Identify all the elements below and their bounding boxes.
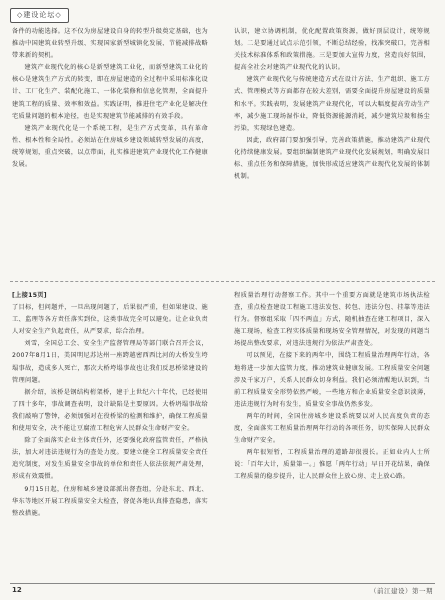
- paragraph: 据介绍，该桥是钢结构桁架桥，建于上世纪六十年代，已经使用了四十多年，事故调查表明，设计缺陷是主要原因。大桥坍塌事故给我们敲响了警钟，必须加强对在役桥梁的检测和维护，确保工程质量和使用安全，决不能让豆腐渣工程危害人民群众生命财产安全。: [12, 388, 208, 433]
- paragraph: 两年的时间，全国住房城乡建设系统要以对人民高度负责的态度，全面落实工程质量治理两年行动的各项任务，切实保障人民群众生命财产安全。: [234, 412, 430, 445]
- paragraph: 建筑产业现代化是一个系统工程，是生产方式变革，具有革命性、根本性和全局性。必须站在住房城乡建设领域转型发展的高度，统筹规划，重点突破，以点带面，扎实推进建筑产业现代化工作健康发展。: [12, 124, 208, 169]
- paragraph: 程质量治理行动督察工作。其中一个重要方面就是建筑市场执法检查，重点检查建设工程施工违法发包、转包、违法分包、挂靠等违法行为。督察组采取「四不两直」方式，随机抽查在建工程项目，深入施工现场，检查工程实体质量和现场安全管理情况，对发现的问题当场提出整改要求，对违法违规行为依法严肃查处。: [234, 292, 430, 348]
- paragraph: 建筑产业现代化的核心是新型建筑工业化，而新型建筑工业化的核心是建筑生产方式的转变，即在房屋建造的全过程中采用标准化设计、工厂化生产、装配化施工、一体化装修和信息化管理，全面提升建筑工程的质量、效率和效益。实践证明，推进住宅产业化是解决住宅质量问题的根本途径，也是实现建筑节能减排的有效手段。: [12, 64, 208, 120]
- paragraph: 了目标，但问题并，一旦出现问题了，后果很严重，但如果建设、施工、监理等各方责任落实到位，这类事故完全可以避免。让企业负责人对安全生产负起责任，从严要求，综合治理。: [12, 304, 208, 336]
- top-left-column: [12, 26, 208, 270]
- paragraph: 9月15日起，住房和城乡建设部派出督查组，分赴东北、西北、华东等地区开展工程质量安全大检查，督促各地认真排查隐患，落实整改措施。: [12, 485, 208, 517]
- paragraph: 除了全面落实企业主体责任外，还要强化政府监管责任，严格执法，加大对违法违规行为的查处力度。要建立健全工程质量安全责任追究制度，对发生质量安全事故的单位和责任人依法依规严肃处理，形成有效震慑。: [12, 437, 208, 481]
- paragraph: 两年很短暂，工程质量治理的道路却很漫长。正如业内人士所说：「百年大计，质量第一。」惟愿「两年行动」早日开花结果，确保工程质量的稳步提升，让人民群众住上放心房、走上放心路。: [234, 449, 430, 481]
- paragraph: 认识，建立协调机制，优化配置政策资源，做好顶层设计，统筹规划。二是要通过试点示范引领，不断总结经验，找准突破口，完善相关技术标准体系和政策措施。三是要加大宣传力度，营造良好氛围，提高全社会对建筑产业现代化的认识。: [234, 28, 430, 72]
- top-right-column: [234, 26, 430, 270]
- paragraph: 建筑产业现代化与传统建造方式在设计方法、生产组织、施工方式、管理模式等方面都存在较大差别，需要全面提升房屋建设的质量和水平。实践表明，发展建筑产业现代化，可以大幅度提高劳动生产率，减少施工现场湿作业，降低资源能源消耗，减少建筑垃圾和扬尘污染，实现绿色建造。: [234, 76, 430, 132]
- paragraph: 备件的功能选择。这不仅为房屋建设自身的转型升级奠定基础，也为推动中国建筑业转型升级、实现国家新型城镇化发展、节能减排战略带来新的契机。: [12, 28, 208, 60]
- paragraph: 可以预见，在接下来的两年中，围绕工程质量治理两年行动，各地将进一步加大监管力度，推动建筑业健康发展。工程质量安全问题涉及千家万户，关系人民群众切身利益。我们必须清醒地认识到，当前工程质量安全形势依然严峻，一些地方和企业质量安全意识淡薄，违法违规行为时有发生，质量安全事故仍然多发。: [234, 352, 430, 408]
- journal-issue: （前江建设）第一期: [370, 587, 433, 595]
- page-number: 12: [12, 586, 22, 594]
- section-tag: ◇建设论坛◇: [10, 8, 69, 23]
- bottom-right-column: [234, 290, 430, 580]
- section-divider: [10, 281, 435, 282]
- paragraph: 刘雪，全国总工会、安全生产监督管理局等部门联合召开会议，2007年8月1日，美国明尼苏达州一座跨越密西西比河的大桥发生垮塌事故，造成多人死亡，那次大桥垮塌事故也让我们反思桥梁建设的管理问题。: [12, 340, 208, 384]
- continuation-marker: [上接15页]: [12, 292, 47, 299]
- bottom-left-column: [12, 290, 208, 580]
- paragraph: 因此，政府部门要加强引导，完善政策措施，推动建筑产业现代化持续健康发展。要组织编制建筑产业现代化发展规划，明确发展目标、重点任务和保障措施，加快形成适应建筑产业现代化发展的体制机制。: [234, 136, 430, 181]
- footer-rule: [10, 583, 435, 584]
